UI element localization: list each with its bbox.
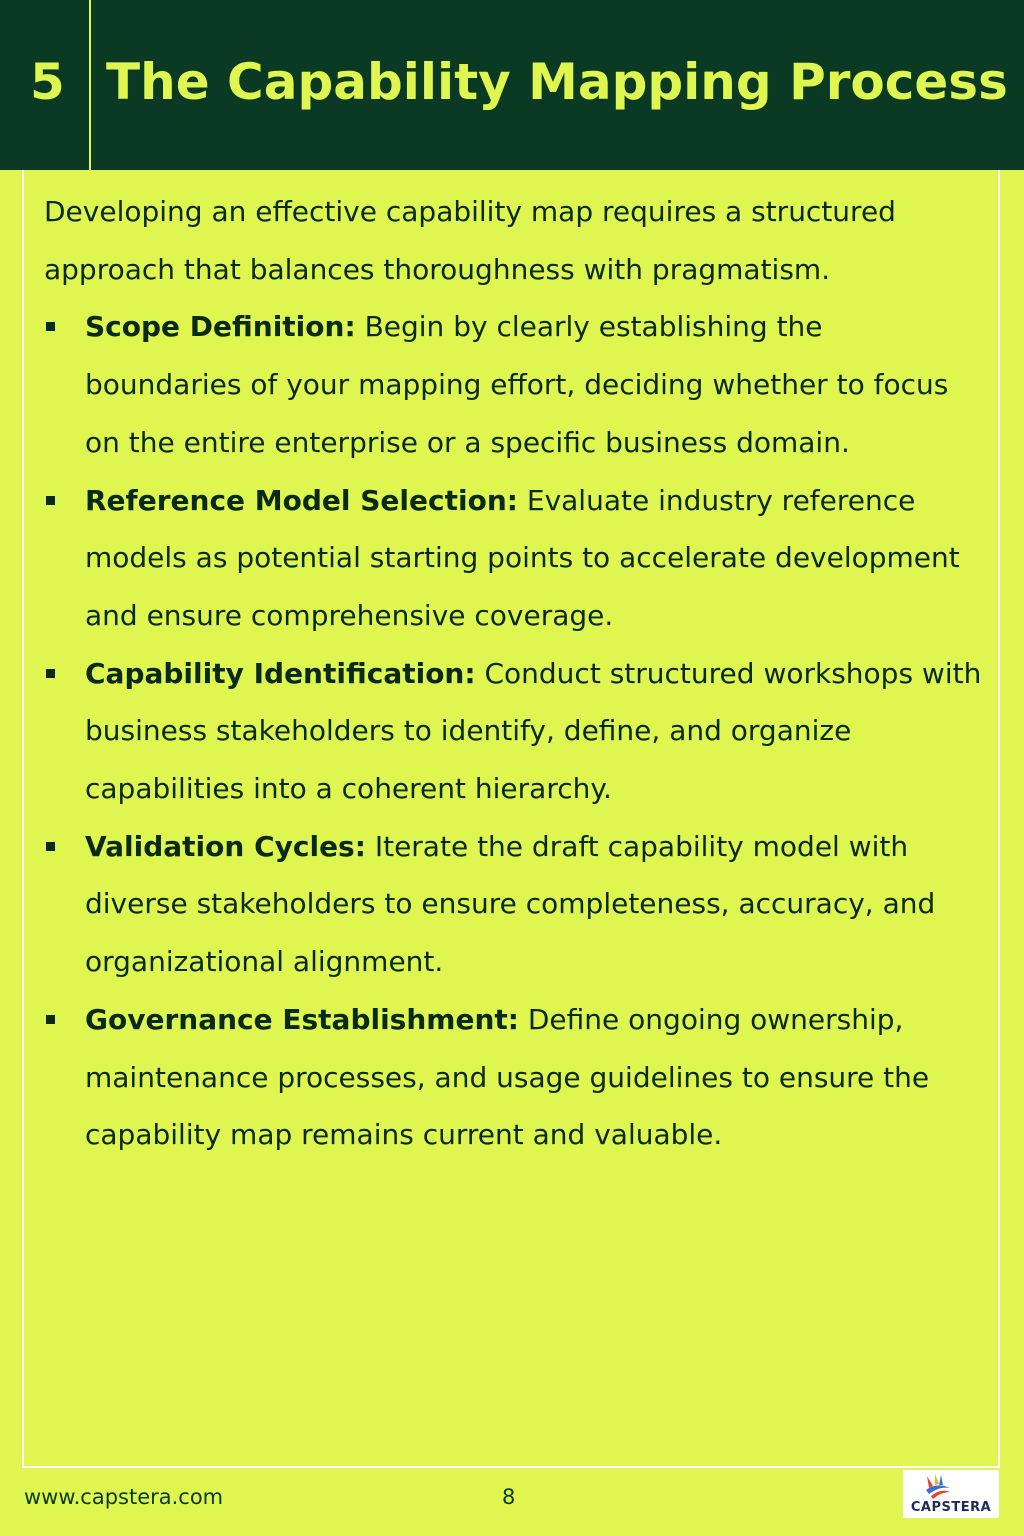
bullet-square-icon — [46, 322, 55, 331]
item-term: Validation Cycles: — [85, 829, 366, 863]
list-item-validation-cycles — [44, 818, 984, 991]
intro-paragraph: Developing an effective capability map requires a structured approach that balances thoroughness with pragmatism. — [44, 195, 896, 286]
bullet-square-icon — [46, 842, 55, 851]
list-item-governance-establishment — [44, 991, 984, 1164]
chapter-number: 5 — [30, 53, 65, 111]
capstera-logo-icon — [923, 1472, 953, 1500]
page-number: 8 — [502, 1485, 516, 1509]
capstera-logo — [903, 1470, 999, 1518]
list-item-reference-model-selection — [44, 472, 984, 645]
item-term: Governance Establishment: — [85, 1002, 519, 1036]
process-list — [44, 298, 984, 1164]
content-body — [44, 183, 984, 1164]
bullet-square-icon — [46, 496, 55, 505]
item-text: Define ongoing ownership, maintenance processes, and usage guidelines to ensure the capability map remains current and valuable. — [85, 1002, 930, 1152]
header-divider — [89, 0, 91, 170]
item-text: Iterate the draft capability model with diverse stakeholders to ensure completeness, accuracy, and organizational alignment. — [85, 829, 936, 979]
list-item-scope-definition — [44, 298, 984, 471]
item-term: Scope Definition: — [85, 310, 356, 344]
item-term: Reference Model Selection: — [85, 483, 518, 517]
page-title: The Capability Mapping Process — [106, 53, 1008, 111]
bullet-square-icon — [46, 669, 55, 678]
footer-website-link[interactable]: www.capstera.com — [24, 1485, 224, 1509]
item-term: Capability Identification: — [85, 656, 476, 690]
item-text: Begin by clearly establishing the boundaries of your mapping effort, deciding whether to focus on the entire enterprise or a specific business domain. — [85, 310, 949, 459]
item-text: Conduct structured workshops with business stakeholders to identify, define, and organize capabilities into a coherent hierarchy. — [85, 656, 982, 806]
page-header — [0, 0, 1024, 170]
logo-wordmark: CAPSTERA — [910, 1500, 992, 1515]
bullet-square-icon — [46, 1015, 55, 1024]
item-text: Evaluate industry reference models as potential starting points to accelerate development and ensure comprehensive coverage. — [85, 483, 960, 632]
list-item-capability-identification — [44, 645, 984, 818]
